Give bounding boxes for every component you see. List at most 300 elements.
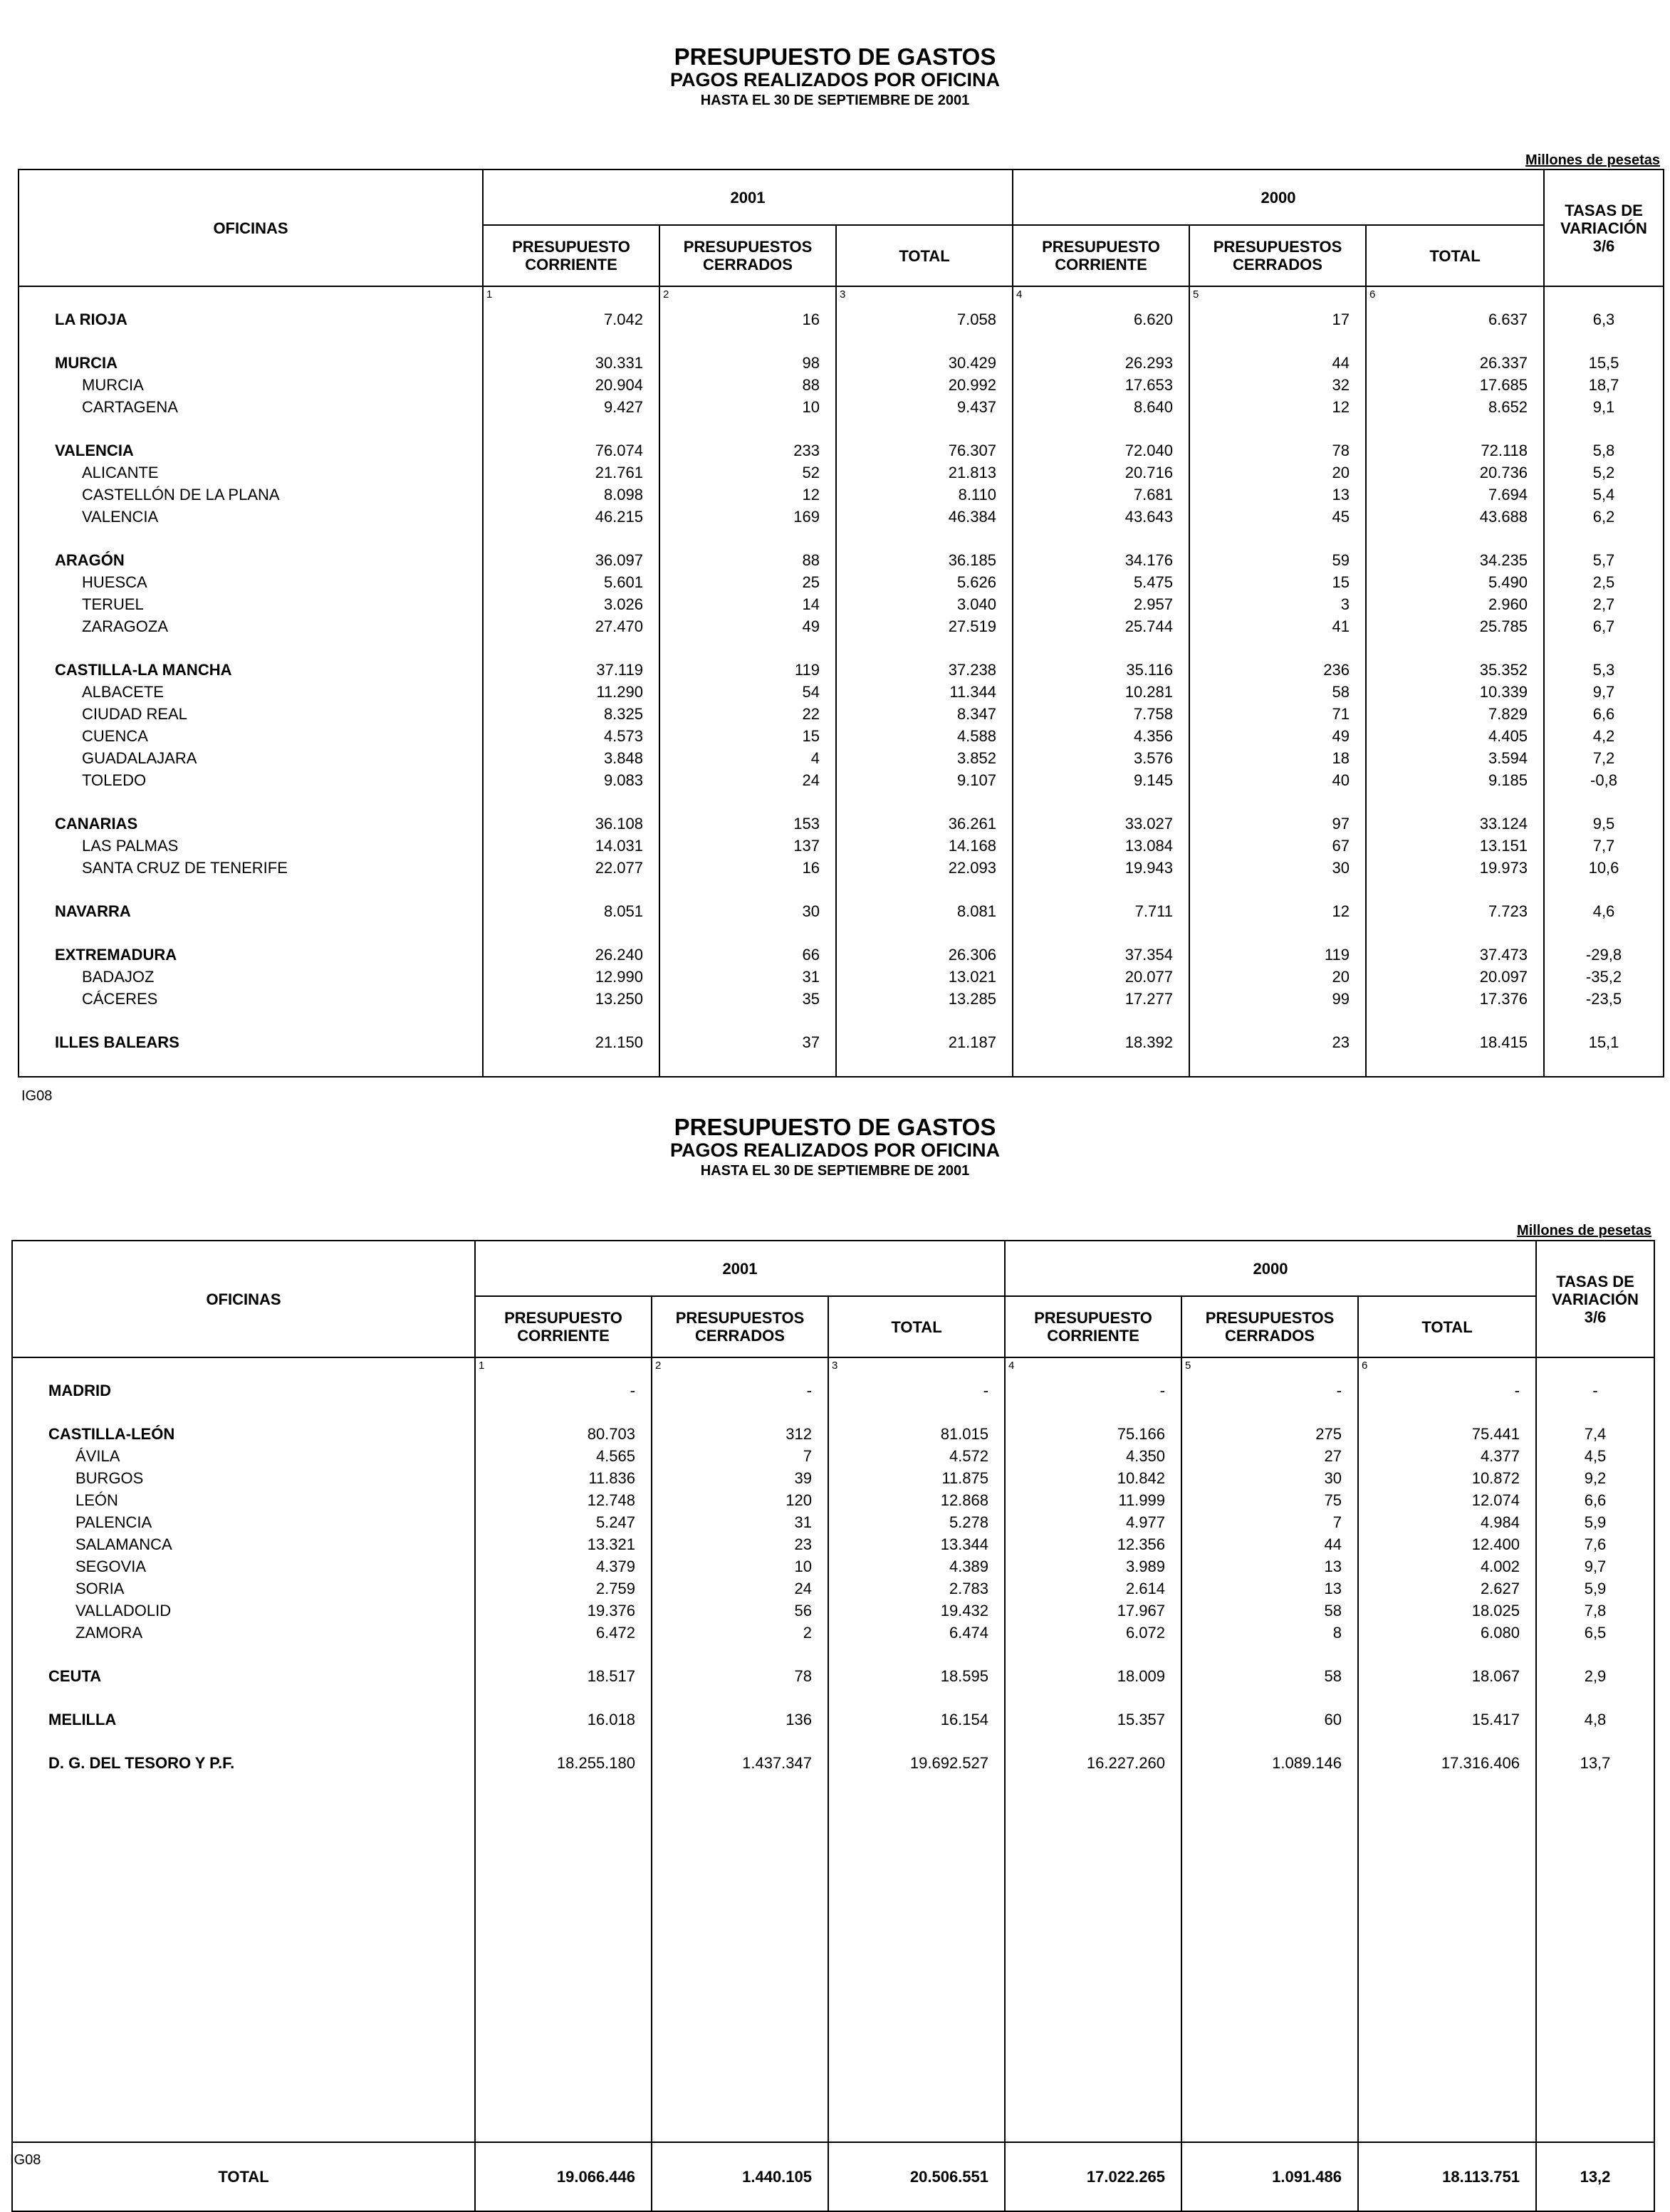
variation-rate: 5,9 bbox=[1584, 1513, 1607, 1531]
amount-cell: 22.077 bbox=[595, 859, 643, 877]
row-spacer bbox=[476, 1687, 651, 1708]
amount-cell: 4.572 bbox=[949, 1447, 988, 1465]
amount-cell: 17.653 bbox=[1124, 376, 1173, 394]
amount-cell: 80.703 bbox=[587, 1425, 635, 1443]
amount-cell: 75.441 bbox=[1471, 1425, 1520, 1443]
variation-rate: -35,2 bbox=[1585, 968, 1622, 986]
total-value: 19.066.446 bbox=[475, 2142, 652, 2211]
amount-cell: 1.437.347 bbox=[742, 1754, 812, 1772]
amount-cell: 36.185 bbox=[948, 551, 996, 569]
header-corriente-2001: PRESUPUESTO CORRIENTE bbox=[475, 1296, 652, 1357]
row-spacer bbox=[1367, 418, 1543, 439]
amount-cell: 49 bbox=[802, 617, 820, 635]
amount-cell: 4.389 bbox=[949, 1558, 988, 1575]
amount-cell: 32 bbox=[1332, 376, 1350, 394]
amount-cell: 39 bbox=[794, 1469, 812, 1487]
header-cerrados-2000: PRESUPUESTOS CERRADOS bbox=[1181, 1296, 1358, 1357]
amount-cell: 18.255.180 bbox=[556, 1754, 635, 1772]
row-spacer bbox=[476, 1731, 651, 1752]
amount-cell: 18.415 bbox=[1479, 1033, 1528, 1051]
row-spacer bbox=[484, 791, 659, 813]
amount-cell: 33.027 bbox=[1124, 815, 1173, 833]
variation-rate: 4,6 bbox=[1592, 902, 1615, 920]
amount-cell: 66 bbox=[802, 946, 820, 964]
row-spacer bbox=[1190, 637, 1365, 659]
amount-cell: 10.281 bbox=[1124, 683, 1173, 701]
amount-cell: 16.154 bbox=[940, 1711, 988, 1728]
row-spacer bbox=[837, 791, 1012, 813]
amount-cell: 3.040 bbox=[956, 595, 996, 613]
row-spacer bbox=[1182, 1687, 1357, 1708]
amount-cell: 18 bbox=[1332, 749, 1350, 767]
amount-cell: 13.151 bbox=[1479, 837, 1528, 855]
variation-rate: 4,5 bbox=[1584, 1447, 1607, 1465]
amount-cell: 12.990 bbox=[595, 968, 643, 986]
variation-rate: 7,8 bbox=[1584, 1602, 1607, 1619]
amount-cell: 8.110 bbox=[958, 486, 996, 504]
amount-cell: 13.084 bbox=[1124, 837, 1173, 855]
row-spacer bbox=[837, 528, 1012, 549]
amount-cell: 41 bbox=[1332, 617, 1350, 635]
amount-cell: 5.626 bbox=[956, 573, 996, 591]
row-spacer bbox=[837, 922, 1012, 944]
amount-cell: 7.058 bbox=[956, 311, 996, 328]
variation-rate: 9,1 bbox=[1592, 398, 1615, 416]
row-spacer bbox=[13, 1644, 474, 1665]
amount-cell: 2.957 bbox=[1133, 595, 1173, 613]
row-spacer bbox=[1006, 1687, 1181, 1708]
variation-rate: 15,5 bbox=[1588, 354, 1619, 372]
amount-cell: 8.652 bbox=[1488, 398, 1528, 416]
row-spacer bbox=[837, 637, 1012, 659]
row-spacer bbox=[1190, 922, 1365, 944]
row-spacer bbox=[1367, 637, 1543, 659]
variation-rate: 7,4 bbox=[1584, 1425, 1607, 1443]
amount-cell: 78 bbox=[1332, 442, 1350, 459]
region-label: CEUTA bbox=[48, 1667, 102, 1685]
total-value: 20.506.551 bbox=[828, 2142, 1005, 2211]
amount-cell: 58 bbox=[1324, 1602, 1342, 1619]
amount-cell: 15 bbox=[802, 727, 820, 745]
amount-cell: 4.984 bbox=[1480, 1513, 1520, 1531]
header-corriente-2000: PRESUPUESTO CORRIENTE bbox=[1013, 225, 1189, 286]
amount-cell: 21.813 bbox=[948, 464, 996, 481]
amount-cell: 3.576 bbox=[1133, 749, 1173, 767]
row-spacer bbox=[1190, 528, 1365, 549]
amount-cell: 15.417 bbox=[1471, 1711, 1520, 1728]
report-date: HASTA EL 30 DE SEPTIEMBRE DE 2001 bbox=[700, 93, 970, 108]
amount-cell: 97 bbox=[1332, 815, 1350, 833]
row-spacer bbox=[837, 1010, 1012, 1031]
row-spacer bbox=[1367, 528, 1543, 549]
row-spacer bbox=[19, 330, 482, 352]
amount-cell: 236 bbox=[1323, 661, 1350, 679]
row-spacer bbox=[1545, 922, 1663, 944]
amount-cell: 7.758 bbox=[1133, 705, 1173, 723]
col-tasas bbox=[1536, 1357, 1654, 2142]
total-row bbox=[12, 2142, 1654, 2211]
amount-cell: 8.051 bbox=[603, 902, 643, 920]
amount-cell: 35.116 bbox=[1126, 661, 1173, 679]
row-spacer bbox=[837, 418, 1012, 439]
col-oficinas bbox=[19, 286, 483, 1077]
province-label: CUENCA bbox=[82, 727, 148, 745]
row-spacer bbox=[1359, 1644, 1535, 1665]
units-label: Millones de pesetas bbox=[1525, 152, 1660, 168]
amount-cell: 119 bbox=[794, 661, 820, 679]
row-spacer bbox=[652, 1644, 828, 1665]
amount-cell: 25.785 bbox=[1479, 617, 1528, 635]
amount-cell: 18.517 bbox=[587, 1667, 635, 1685]
region-label: MURCIA bbox=[55, 354, 118, 372]
row-spacer bbox=[1190, 1010, 1365, 1031]
amount-cell: 8.325 bbox=[603, 705, 643, 723]
region-label: CANARIAS bbox=[55, 815, 138, 833]
row-spacer bbox=[1190, 879, 1365, 900]
variation-rate: -29,8 bbox=[1585, 946, 1622, 964]
amount-cell: 75.166 bbox=[1117, 1425, 1165, 1443]
row-spacer bbox=[484, 528, 659, 549]
row-spacer bbox=[1367, 330, 1543, 352]
amount-cell: 46.215 bbox=[595, 508, 643, 526]
header-year-2001: 2001 bbox=[483, 169, 1013, 225]
col-1: 1 7.042 30.331 20.904 9.427 76.074 21.761 8.098 46.215 36.097 5.601 3.026 27.470 37.119 11.290 8.325 4.573 3.848 9.083 36.108 14.031 22.077 8.051 26.240 12.990 13.250 21.150 bbox=[483, 286, 659, 1077]
amount-cell: 2.614 bbox=[1125, 1580, 1165, 1597]
amount-cell: 119 bbox=[1324, 946, 1350, 964]
region-label: MELILLA bbox=[48, 1711, 117, 1728]
province-label: VALENCIA bbox=[82, 508, 159, 526]
amount-cell: 12.400 bbox=[1471, 1535, 1520, 1553]
amount-cell: 18.009 bbox=[1117, 1667, 1165, 1685]
amount-cell: 5.601 bbox=[603, 573, 643, 591]
amount-cell: 9.083 bbox=[603, 771, 643, 789]
row-spacer bbox=[1367, 879, 1543, 900]
amount-cell: 26.240 bbox=[595, 946, 643, 964]
total-value: 17.022.265 bbox=[1005, 2142, 1181, 2211]
amount-cell: 153 bbox=[793, 815, 820, 833]
amount-cell: 12.868 bbox=[940, 1491, 988, 1509]
amount-cell: 19.376 bbox=[587, 1602, 635, 1619]
amount-cell: 30.331 bbox=[595, 354, 643, 372]
amount-cell: 2.783 bbox=[949, 1580, 988, 1597]
amount-cell: 18.392 bbox=[1124, 1033, 1173, 1051]
col-6: 6 - 75.441 4.377 10.872 12.074 4.984 12.400 4.002 2.627 18.025 6.080 18.067 15.417 17.316.406 bbox=[1358, 1357, 1536, 2142]
header-oficinas: OFICINAS bbox=[19, 169, 483, 286]
amount-cell: 6.620 bbox=[1133, 311, 1173, 328]
province-label: GUADALAJARA bbox=[82, 749, 197, 767]
amount-cell: 169 bbox=[793, 508, 820, 526]
amount-cell: 2.759 bbox=[595, 1580, 635, 1597]
header-tasas: TASAS DE VARIACIÓN 3/6 bbox=[1544, 169, 1664, 286]
amount-cell: 37.473 bbox=[1479, 946, 1528, 964]
variation-rate: 5,7 bbox=[1592, 551, 1615, 569]
col-3: 3 7.058 30.429 20.992 9.437 76.307 21.813 8.110 46.384 36.185 5.626 3.040 27.519 37.238 11.344 8.347 4.588 3.852 9.107 36.261 14.168 22.093 8.081 26.306 13.021 13.285 21.187 bbox=[836, 286, 1013, 1077]
province-label: ALBACETE bbox=[82, 683, 164, 701]
header-total-2001: TOTAL bbox=[836, 225, 1013, 286]
amount-cell: 16 bbox=[802, 859, 820, 877]
amount-cell: 13.250 bbox=[595, 990, 643, 1008]
amount-cell: 16 bbox=[802, 311, 820, 328]
amount-cell: 4.565 bbox=[595, 1447, 635, 1465]
row-spacer bbox=[1367, 922, 1543, 944]
amount-cell: 18.595 bbox=[940, 1667, 988, 1685]
amount-cell: 15.357 bbox=[1117, 1711, 1165, 1728]
header-cerrados-2001: PRESUPUESTOS CERRADOS bbox=[652, 1296, 828, 1357]
amount-cell: 5.278 bbox=[949, 1513, 988, 1531]
row-spacer bbox=[1359, 1731, 1535, 1752]
amount-cell: 7 bbox=[1332, 1513, 1342, 1531]
amount-cell: 5.247 bbox=[595, 1513, 635, 1531]
total-value: 1.091.486 bbox=[1181, 2142, 1358, 2211]
col-5: 5 - 275 27 30 75 7 44 13 13 58 8 58 60 1.089.146 bbox=[1181, 1357, 1358, 2142]
amount-cell: 10 bbox=[802, 398, 820, 416]
variation-rate: 5,9 bbox=[1584, 1580, 1607, 1597]
amount-cell: 9.437 bbox=[956, 398, 996, 416]
amount-cell: 26.306 bbox=[948, 946, 996, 964]
row-spacer bbox=[837, 879, 1012, 900]
province-label: CARTAGENA bbox=[82, 398, 178, 416]
report-title: PRESUPUESTO DE GASTOS bbox=[674, 1114, 996, 1140]
row-spacer bbox=[1545, 418, 1663, 439]
col-4: 4 6.620 26.293 17.653 8.640 72.040 20.716 7.681 43.643 34.176 5.475 2.957 25.744 35.116 10.281 7.758 4.356 3.576 9.145 33.027 13.084 19.943 7.711 37.354 20.077 17.277 18.392 bbox=[1013, 286, 1189, 1077]
row-spacer bbox=[660, 418, 835, 439]
col-6: 6 6.637 26.337 17.685 8.652 72.118 20.736 7.694 43.688 34.235 5.490 2.960 25.785 35.352 10.339 7.829 4.405 3.594 9.185 33.124 13.151 19.973 7.723 37.473 20.097 17.376 18.415 bbox=[1366, 286, 1544, 1077]
row-spacer bbox=[1537, 1644, 1654, 1665]
col-2: 2 - 312 7 39 120 31 23 10 24 56 2 78 136 1.437.347 bbox=[652, 1357, 828, 2142]
row-spacer bbox=[1367, 1010, 1543, 1031]
amount-cell: 12 bbox=[802, 486, 820, 504]
amount-cell: 4.356 bbox=[1133, 727, 1173, 745]
amount-cell: 7.694 bbox=[1488, 486, 1528, 504]
province-label: SALAMANCA bbox=[75, 1535, 172, 1553]
region-label: CASTILLA-LEÓN bbox=[48, 1425, 175, 1443]
variation-rate: 5,3 bbox=[1592, 661, 1615, 679]
variation-rate: 4,2 bbox=[1592, 727, 1615, 745]
amount-cell: 12.356 bbox=[1117, 1535, 1165, 1553]
amount-cell: 37.238 bbox=[948, 661, 996, 679]
col-tasas bbox=[1544, 286, 1664, 1077]
province-label: CÁCERES bbox=[82, 990, 158, 1008]
amount-cell: 3.594 bbox=[1488, 749, 1528, 767]
province-label: PALENCIA bbox=[75, 1513, 152, 1531]
region-label: ILLES BALEARS bbox=[55, 1033, 179, 1051]
amount-cell: 58 bbox=[1332, 683, 1350, 701]
row-spacer bbox=[476, 1644, 651, 1665]
amount-cell: 88 bbox=[802, 376, 820, 394]
amount-cell: 27.519 bbox=[948, 617, 996, 635]
amount-cell: 72.040 bbox=[1124, 442, 1173, 459]
row-spacer bbox=[19, 1010, 482, 1031]
row-spacer bbox=[1006, 1402, 1181, 1423]
amount-cell: 6.472 bbox=[595, 1624, 635, 1642]
row-spacer bbox=[1545, 1010, 1663, 1031]
province-label: VALLADOLID bbox=[75, 1602, 172, 1619]
amount-cell: 99 bbox=[1332, 990, 1350, 1008]
amount-cell: - bbox=[1336, 1382, 1342, 1399]
row-spacer bbox=[484, 922, 659, 944]
amount-cell: 16.018 bbox=[587, 1711, 635, 1728]
col-5: 5 17 44 32 12 78 20 13 45 59 15 3 41 236 58 71 49 18 40 97 67 30 12 119 20 99 23 bbox=[1189, 286, 1366, 1077]
variation-rate: 7,7 bbox=[1592, 837, 1615, 855]
amount-cell: 19.973 bbox=[1479, 859, 1528, 877]
variation-rate: 6,2 bbox=[1592, 508, 1615, 526]
row-spacer bbox=[1182, 1402, 1357, 1423]
amount-cell: 76.074 bbox=[595, 442, 643, 459]
row-spacer bbox=[484, 418, 659, 439]
amount-cell: 36.261 bbox=[948, 815, 996, 833]
amount-cell: 5.490 bbox=[1488, 573, 1528, 591]
row-spacer bbox=[1537, 1687, 1654, 1708]
amount-cell: 4.573 bbox=[603, 727, 643, 745]
region-label: VALENCIA bbox=[55, 442, 134, 459]
row-spacer bbox=[660, 922, 835, 944]
amount-cell: 34.176 bbox=[1124, 551, 1173, 569]
amount-cell: 14.168 bbox=[948, 837, 996, 855]
amount-cell: 30.429 bbox=[948, 354, 996, 372]
amount-cell: 13 bbox=[1332, 486, 1350, 504]
amount-cell: 20.992 bbox=[948, 376, 996, 394]
amount-cell: 11.999 bbox=[1118, 1491, 1165, 1509]
amount-cell: 24 bbox=[794, 1580, 812, 1597]
row-spacer bbox=[1545, 330, 1663, 352]
row-spacer bbox=[829, 1731, 1004, 1752]
amount-cell: 1.089.146 bbox=[1272, 1754, 1342, 1772]
amount-cell: 4.588 bbox=[956, 727, 996, 745]
amount-cell: 3.989 bbox=[1125, 1558, 1165, 1575]
amount-cell: 11.875 bbox=[941, 1469, 988, 1487]
expenses-table-page-2 bbox=[11, 1240, 1655, 2212]
amount-cell: 17.316.406 bbox=[1441, 1754, 1520, 1772]
amount-cell: 56 bbox=[794, 1602, 812, 1619]
amount-cell: 19.692.527 bbox=[909, 1754, 988, 1772]
variation-rate: 4,8 bbox=[1584, 1711, 1607, 1728]
amount-cell: 43.643 bbox=[1124, 508, 1173, 526]
header-corriente-2001: PRESUPUESTO CORRIENTE bbox=[483, 225, 659, 286]
amount-cell: 18.025 bbox=[1471, 1602, 1520, 1619]
amount-cell: 35 bbox=[802, 990, 820, 1008]
table-body bbox=[19, 286, 1664, 1077]
row-spacer bbox=[1359, 1687, 1535, 1708]
row-spacer bbox=[1359, 1402, 1535, 1423]
amount-cell: 11.290 bbox=[596, 683, 643, 701]
header-total-2000: TOTAL bbox=[1366, 225, 1544, 286]
variation-rate: 5,4 bbox=[1592, 486, 1615, 504]
header-tasas: TASAS DE VARIACIÓN 3/6 bbox=[1536, 1241, 1654, 1357]
row-spacer bbox=[1013, 418, 1189, 439]
amount-cell: 44 bbox=[1332, 354, 1350, 372]
amount-cell: 136 bbox=[786, 1711, 812, 1728]
variation-rate: 6,7 bbox=[1592, 617, 1615, 635]
amount-cell: 10.842 bbox=[1117, 1469, 1165, 1487]
row-spacer bbox=[829, 1402, 1004, 1423]
amount-cell: 14 bbox=[802, 595, 820, 613]
amount-cell: 20.077 bbox=[1124, 968, 1173, 986]
variation-rate: 9,7 bbox=[1584, 1558, 1607, 1575]
row-spacer bbox=[660, 330, 835, 352]
row-spacer bbox=[660, 1010, 835, 1031]
amount-cell: 4.405 bbox=[1488, 727, 1528, 745]
province-label: HUESCA bbox=[82, 573, 147, 591]
total-rate: 13,2 bbox=[1536, 2142, 1654, 2211]
page-code: IG08 bbox=[10, 2152, 41, 2168]
amount-cell: 12.074 bbox=[1471, 1491, 1520, 1509]
region-label: CASTILLA-LA MANCHA bbox=[55, 661, 232, 679]
amount-cell: 8.640 bbox=[1133, 398, 1173, 416]
amount-cell: 78 bbox=[794, 1667, 812, 1685]
amount-cell: 7.042 bbox=[603, 311, 643, 328]
amount-cell: - bbox=[1159, 1382, 1165, 1399]
amount-cell: 25 bbox=[802, 573, 820, 591]
row-spacer bbox=[1013, 922, 1189, 944]
province-label: LEÓN bbox=[75, 1491, 118, 1509]
row-spacer bbox=[1545, 879, 1663, 900]
row-spacer bbox=[1537, 1402, 1654, 1423]
variation-rate: 6,5 bbox=[1584, 1624, 1607, 1642]
variation-rate: 5,8 bbox=[1592, 442, 1615, 459]
amount-cell: 2.960 bbox=[1488, 595, 1528, 613]
amount-cell: 67 bbox=[1332, 837, 1350, 855]
amount-cell: 16.227.260 bbox=[1086, 1754, 1165, 1772]
amount-cell: 13.021 bbox=[948, 968, 996, 986]
province-label: TOLEDO bbox=[82, 771, 147, 789]
amount-cell: 5.475 bbox=[1133, 573, 1173, 591]
total-value: 18.113.751 bbox=[1358, 2142, 1536, 2211]
col-3: 3 - 81.015 4.572 11.875 12.868 5.278 13.344 4.389 2.783 19.432 6.474 18.595 16.154 19.692.527 bbox=[828, 1357, 1005, 2142]
amount-cell: 21.761 bbox=[595, 464, 643, 481]
header-year-2000: 2000 bbox=[1005, 1241, 1536, 1296]
variation-rate: 7,2 bbox=[1592, 749, 1615, 767]
row-spacer bbox=[484, 637, 659, 659]
amount-cell: 21.150 bbox=[595, 1033, 643, 1051]
row-spacer bbox=[660, 791, 835, 813]
variation-rate: 10,6 bbox=[1588, 859, 1619, 877]
amount-cell: 13.285 bbox=[948, 990, 996, 1008]
amount-cell: 2 bbox=[803, 1624, 812, 1642]
province-label: BADAJOZ bbox=[82, 968, 155, 986]
region-label: EXTREMADURA bbox=[55, 946, 177, 964]
amount-cell: 49 bbox=[1332, 727, 1350, 745]
amount-cell: 30 bbox=[1324, 1469, 1342, 1487]
amount-cell: 37.119 bbox=[596, 661, 643, 679]
amount-cell: 8 bbox=[1332, 1624, 1342, 1642]
amount-cell: 4.977 bbox=[1125, 1513, 1165, 1531]
amount-cell: 11.344 bbox=[949, 683, 996, 701]
amount-cell: 60 bbox=[1324, 1711, 1342, 1728]
amount-cell: 21.187 bbox=[948, 1033, 996, 1051]
amount-cell: 6.474 bbox=[949, 1624, 988, 1642]
amount-cell: 8.081 bbox=[956, 902, 996, 920]
amount-cell: 43.688 bbox=[1479, 508, 1528, 526]
amount-cell: 14.031 bbox=[595, 837, 643, 855]
amount-cell: 20.904 bbox=[595, 376, 643, 394]
amount-cell: 20.097 bbox=[1479, 968, 1528, 986]
header-corriente-2000: PRESUPUESTO CORRIENTE bbox=[1005, 1296, 1181, 1357]
amount-cell: 20 bbox=[1332, 464, 1350, 481]
amount-cell: 37 bbox=[802, 1033, 820, 1051]
region-label: ARAGÓN bbox=[55, 551, 125, 569]
expenses-table-page-1 bbox=[18, 169, 1664, 1078]
amount-cell: 26.293 bbox=[1124, 354, 1173, 372]
amount-cell: 17.685 bbox=[1479, 376, 1528, 394]
province-label: ALICANTE bbox=[82, 464, 159, 481]
row-spacer bbox=[13, 1402, 474, 1423]
row-spacer bbox=[1182, 1644, 1357, 1665]
amount-cell: 312 bbox=[786, 1425, 812, 1443]
variation-rate: 15,1 bbox=[1588, 1033, 1619, 1051]
amount-cell: 11.836 bbox=[588, 1469, 635, 1487]
variation-rate: 5,2 bbox=[1592, 464, 1615, 481]
amount-cell: 6.637 bbox=[1488, 311, 1528, 328]
